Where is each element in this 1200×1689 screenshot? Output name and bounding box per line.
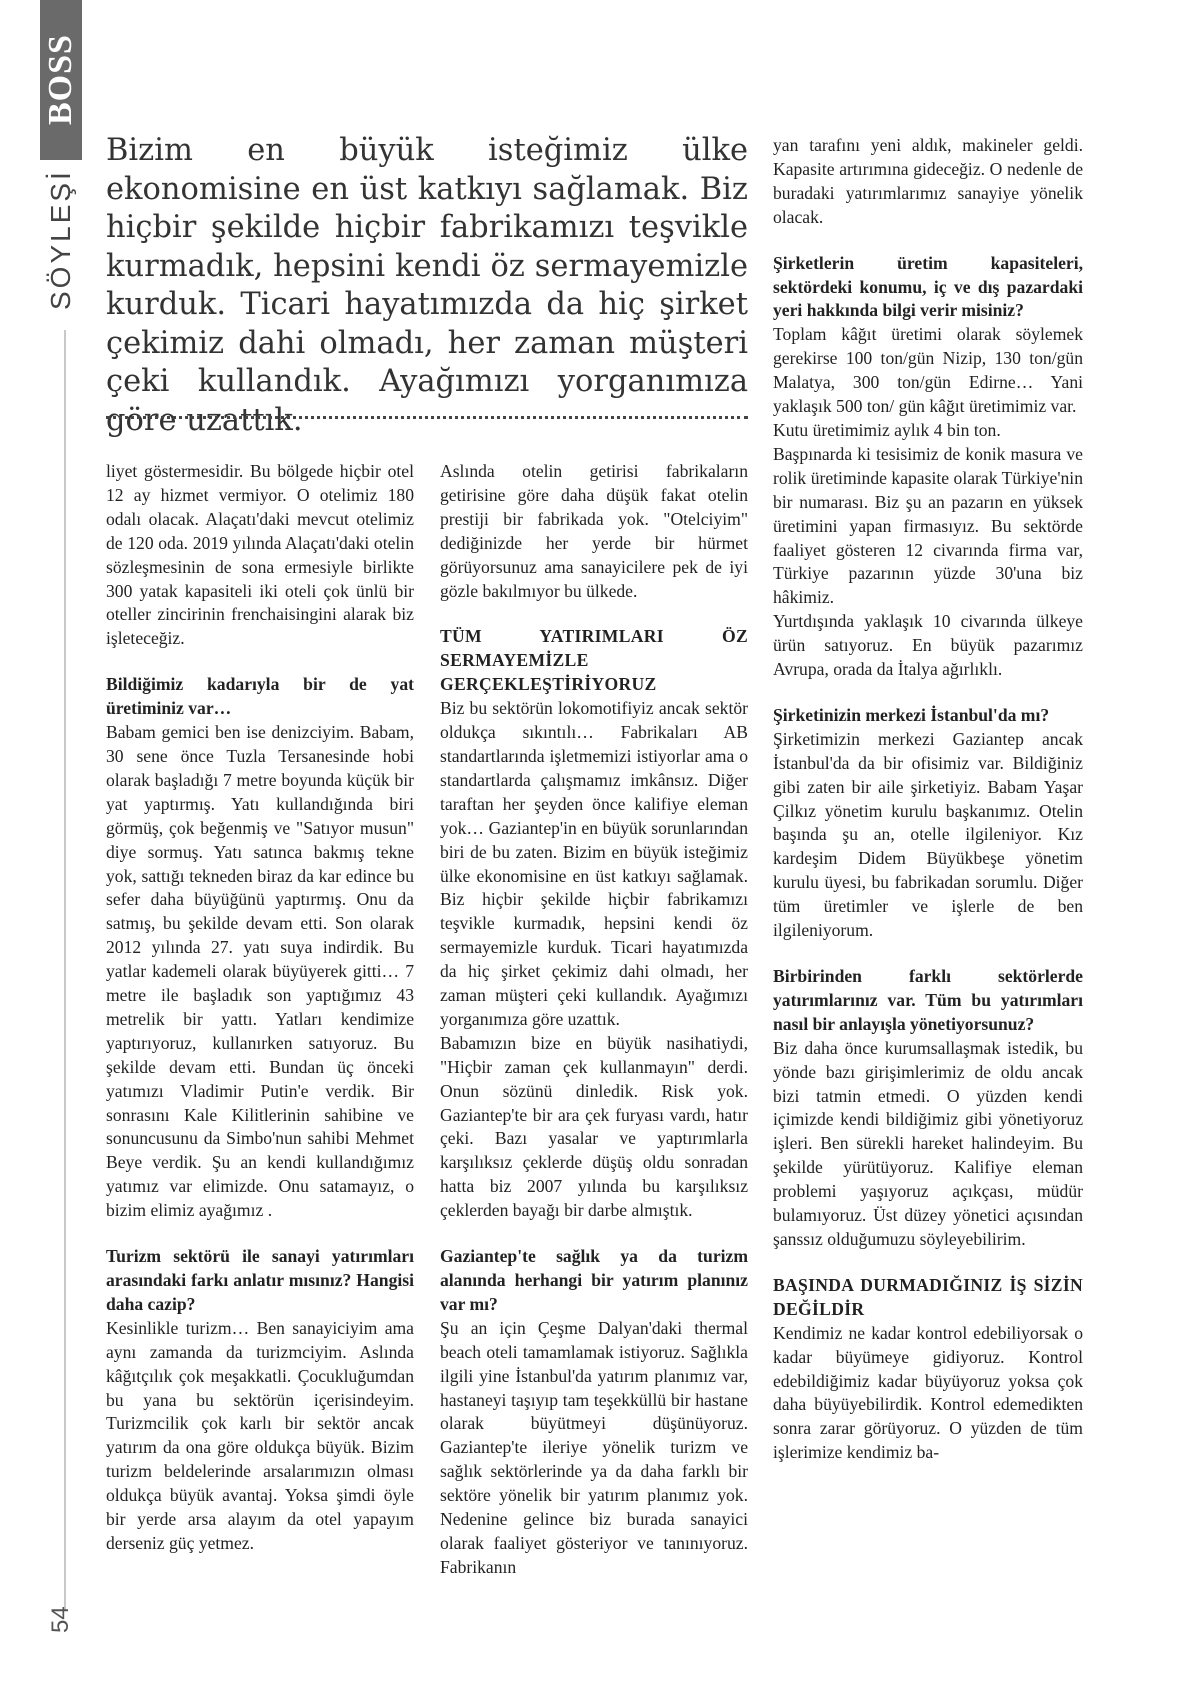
interview-question: Gaziantep'te sağlık ya da turizm alanında herhangi bir yatırım planınız var mı? (440, 1246, 748, 1314)
interview-question: Birbirinden farklı sektörlerde yatırımlarınız var. Tüm bu yatırımları nasıl bir anlayışla yönetiyorsunuz? (773, 966, 1083, 1034)
paragraph: Yurtdışında yaklaşık 10 civarında ülkeye ürün satıyoruz. En büyük pazarımız Avrupa, orada da İtalya ağırlıklı. (773, 611, 1083, 680)
section-label: SÖYLEŞİ (45, 169, 76, 311)
sidebar-rule (64, 330, 66, 1610)
interview-question: Bildiğimiz kadarıyla bir de yat üretiminiz var… (106, 674, 414, 719)
interview-question: Şirketlerin üretim kapasiteleri, sektördeki konumu, iç ve dış pazardaki yeri hakkında bilgi verir misiniz? (773, 252, 1083, 321)
article-column-2 (440, 460, 748, 1580)
paragraph: Biz daha önce kurumsallaşmak istedik, bu yönde bazı girişimlerimiz de oldu ancak bizi tatmin etmedi. O yüzden kendi içimizde kendi bildiğimiz gibi yönetiyoruz işleri. Ben sürekli hareket halindeyim. Bu şekilde yürütüyoruz. Kalifiye eleman problemi yaşıyoruz açıkçası, müdür bulamıyoruz. Üst düzey yönetici açısından şanssız olduğumuzu söyleyebilirim. (773, 1037, 1083, 1249)
paragraph: Şirketimizin merkezi Gaziantep ancak İstanbul'da da bir ofisimiz var. Bildiğiniz gibi zaten bir aile şirketiyiz. Babam Yaşar Çilkız yönetim kurulu başkanımız. Otelin başında şu an, otelle ilgileniyor. Kız kardeşim Didem Büyükbeşe yönetim kurulu üyesi, bu fabrikadan sorumlu. Diğer tüm üretimler ve işlerle de ben ilgileniyorum. (773, 728, 1083, 941)
article-column-3 (773, 134, 1083, 1465)
pull-quote: Bizim en büyük isteğimiz ülke ekonomisine en üst katkıyı sağlamak. Biz hiçbir şekilde hiçbir fabrikamızı teşvikle kurmadık, hepsini kendi öz sermayemizle kurduk. Ticari hayatımızda da hiç şirket çekimiz dahi olmadı, her zaman müşteri çeki kullandık. Ayağımızı yorganımıza göre uzattık. (106, 133, 748, 438)
paragraph: Başpınarda ki tesisimiz de konik masura ve rolik üretiminde kapasite olarak Türkiye'nin bir numarası. Biz şu an pazarın en yüksek üretimini yapan firmasıyız. Bu sektörde faaliyet gösteren 12 civarında firma var, Türkiye pazarının yüzde 30'una biz hâkimiz. (773, 443, 1083, 608)
paragraph: Kesinlikle turizm… Ben sanayiciyim ama aynı zamanda da turizmciyim. Aslında kâğıtçılık çok meşakkatli. Çocukluğumdan bu yana bu sektörün içerisindeyim. Turizmcilik çok karlı bir sektör ancak yatırım da ona göre oldukça büyük. Bizim turizm beldelerinde arsalarımızın olması oldukça büyük avantaj. Yoksa şimdi öyle bir yerde arsa alayım da otel yapayım derseniz güç yetmez. (106, 1317, 414, 1553)
paragraph: yan tarafını yeni aldık, makineler geldi. Kapasite artırımına gideceğiz. O nedenle de buradaki yatırımlarımız sanayiye yönelik olacak. (773, 135, 1083, 227)
page-number: 54 (47, 1606, 74, 1634)
paragraph: Şu an için Çeşme Dalyan'daki thermal beach oteli tamamlamak istiyoruz. Sağlıkla ilgili yine İstanbul'da yatırım planımız var, hastaneyi taşıyıp tam teşekküllü bir hastane olarak büyütmeyi düşünüyoruz. Gaziantep'te ileriye yönelik turizm ve sağlık sektörlerinde ya da daha farklı bir sektöre yönelik bir yatırım planımız yok. Nedenine gelince biz burada sanayici olarak faaliyet gösteriyor ve tanınıyoruz. Fabrikanın (440, 1317, 748, 1577)
section-heading: TÜM YATIRIMLARI ÖZ SERMAYEMİZLE GERÇEKLEŞTİRİYORUZ (440, 626, 748, 695)
paragraph: Babam gemici ben ise denizciyim. Babam, 30 sene önce Tuzla Tersanesinde hobi olarak başladığı 7 metre boyunda küçük bir yat yaptırmış. Yatı kullandığında biri görmüş, çok beğenmiş ve "Satıyor musun" diye sormuş. Yatı satınca bakmış tekne yok, sattığı tekneden biraz da kar edince bu sefer daha büyüğünü yaptırmış. Onu da satmış, bu şekilde devam etti. Son olarak 2012 yılında 27. yatı suya indirdik. Bu yatlar kademeli olarak büyüyerek gitti… 7 metre ile başladık son yaptığımız 43 metrelik bir yattı. Yatları kendimize yaptırıyoruz, kullanırken satıyoruz. Bu şekilde devam etti. Bundan üç önceki yatımızı Vladimir Putin'e verdik. Bir sonrasını Kale Kilitlerinin sahibine ve sonuncusunu da Simbo'nun sahibi Mehmet Beye verdik. Şu an kendi kullandığımız yatımız var elimizde. Onu satamayız, o bizim elimiz ayağımız . (106, 722, 414, 1221)
section-heading: BAŞINDA DURMADIĞINIZ İŞ SİZİN DEĞİLDİR (773, 1274, 1083, 1319)
paragraph: Babamızın bize en büyük nasihatiydi, "Hiçbir zaman çek kullanmayın" derdi. Onun sözünü dinledik. Risk yok. Gaziantep'te bir ara çek furyası vardı, hatır çeki. Bazı yasalar ve yaptırımlarla karşılıksız çeklerde düşüş oldu sonradan hatta biz 2007 yılında bu karşılıksız çeklerden bayağı bir darbe almıştık. (440, 1032, 748, 1221)
paragraph: Aslında otelin getirisi fabrikaların getirisine göre daha düşük fakat otelin prestiji bir fabrikada yok. "Otelciyim" dediğinizde her yerde bir hürmet görüyorsunuz ama sanayicilere pek de iyi gözle bakılmıyor bu ülkede. (440, 461, 748, 601)
interview-question: Turizm sektörü ile sanayi yatırımları arasındaki farkı anlatır mısınız? Hangisi daha cazip? (106, 1246, 414, 1314)
paragraph: Kendimiz ne kadar kontrol edebiliyorsak o kadar büyümeye gidiyoruz. Kontrol edebildiğimiz kadar büyüyoruz yoksa çok daha büyüyebilirdik. Kontrol edemedikten sonra zarar görüyoruz. O yüzden de tüm işlerimize kendimiz ba- (773, 1322, 1083, 1463)
interview-question: Şirketinizin merkezi İstanbul'da mı? (773, 704, 1050, 725)
paragraph: Toplam kâğıt üretimi olarak söylemek gerekirse 100 ton/gün Nizip, 130 ton/gün Malatya, 300 ton/gün Edirne… Yani yaklaşık 500 ton/ gün kâğıt üretimimiz var. (773, 324, 1083, 417)
dotted-divider (106, 416, 748, 419)
paragraph: Biz bu sektörün lokomotifiyiz ancak sektör oldukça sıkıntılı… Fabrikaları AB standartlarında işletmemizi istiyorlar ama o standartlarda çalışmamız imkânsız. Diğer taraftan her şeyden önce kalifiye eleman yok… Gaziantep'in en büyük sorunlarından biri de bu zaten. Bizim en büyük isteğimiz ülke ekonomisine en üst katkıyı sağlamak. Biz hiçbir şekilde hiçbir fabrikamızı teşvikle kurmadık, hepsini kendi öz sermayemizle kurduk. Ticari hayatımızda da hiç şirket çekimiz dahi olmadı, her zaman müşteri çeki kullandık. Ayağımızı yorganımıza göre uzattık. (440, 698, 748, 1029)
article-column-1 (106, 460, 414, 1556)
paragraph: liyet göstermesidir. Bu bölgede hiçbir otel 12 ay hizmet vermiyor. O otelimiz 180 odalı olacak. Alaçatı'daki mevcut otelimiz de 120 oda. 2019 yılında Alaçatı'daki otelin sözleşmesinin de sona ermesiyle birlikte 300 yatak kapasiteli iki oteli çok ünlü bir oteller zincirinin frenchaisingini alarak biz işleteceğiz. (106, 461, 414, 649)
brand-logo: BOSS (42, 34, 79, 126)
paragraph: Kutu üretimimiz aylık 4 bin ton. (773, 419, 1001, 440)
